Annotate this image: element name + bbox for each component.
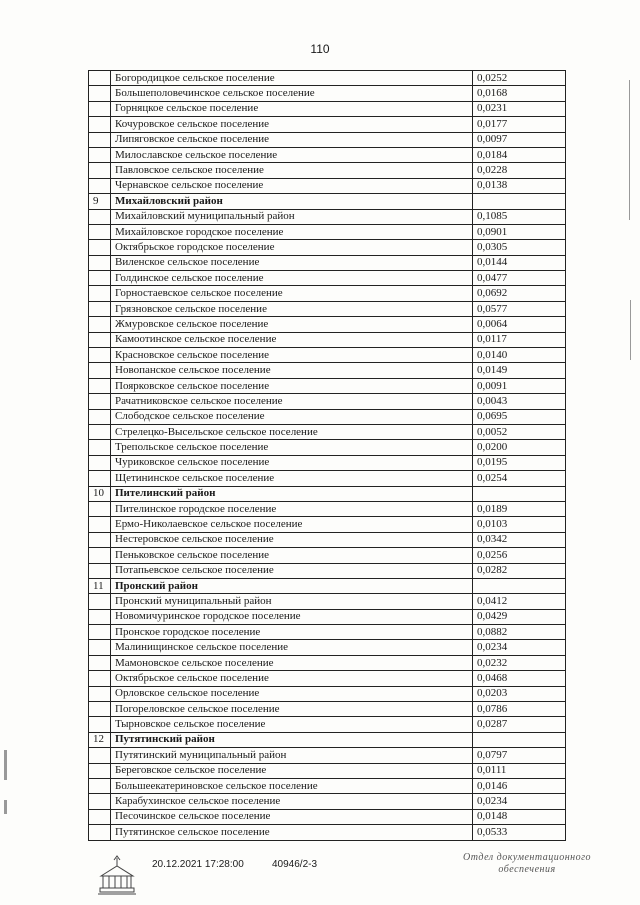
table-row [89,348,566,363]
row-number [89,748,111,763]
coefficient-value: 0,0168 [473,86,566,101]
coefficient-value [473,732,566,747]
settlement-name: Большеполовечинское сельское поселение [111,86,473,101]
row-number: 12 [89,732,111,747]
settlement-name: Пронское городское поселение [111,625,473,640]
settlement-name: Красновское сельское поселение [111,348,473,363]
coefficient-value: 0,0412 [473,594,566,609]
table-row [89,286,566,301]
coefficient-value: 0,0577 [473,301,566,316]
row-number [89,640,111,655]
row-number: 9 [89,194,111,209]
settlement-name: Путятинский муниципальный район [111,748,473,763]
row-number [89,655,111,670]
table-row [89,317,566,332]
table-row [89,471,566,486]
coefficient-value: 0,0901 [473,224,566,239]
row-number: 10 [89,486,111,501]
settlement-name: Щетининское сельское поселение [111,471,473,486]
table-row [89,825,566,840]
row-number [89,301,111,316]
settlement-name: Трепольское сельское поселение [111,440,473,455]
coefficient-value: 0,0043 [473,394,566,409]
district-heading-row [89,194,566,209]
table-row [89,686,566,701]
row-number [89,778,111,793]
row-number [89,501,111,516]
row-number [89,548,111,563]
table-row [89,563,566,578]
coefficient-value: 0,0695 [473,409,566,424]
coefficient-value: 0,0228 [473,163,566,178]
table-row [89,409,566,424]
table-row [89,86,566,101]
coefficient-value: 0,0305 [473,240,566,255]
row-number [89,348,111,363]
table-row [89,517,566,532]
coefficient-value [473,486,566,501]
row-number [89,286,111,301]
settlement-name: Песочинское сельское поселение [111,809,473,824]
coefficient-value: 0,0177 [473,117,566,132]
row-number [89,609,111,624]
settlement-name: Пителинский район [111,486,473,501]
settlement-name: Горностаевское сельское поселение [111,286,473,301]
table-row [89,609,566,624]
coefficient-value: 0,0342 [473,532,566,547]
settlement-name: Малинищинское сельское поселение [111,640,473,655]
coefficient-value: 0,0097 [473,132,566,147]
settlement-name: Грязновское сельское поселение [111,301,473,316]
row-number [89,517,111,532]
table-body [89,71,566,841]
row-number [89,332,111,347]
table-row [89,224,566,239]
coefficient-value: 0,0138 [473,178,566,193]
coefficient-value: 0,0189 [473,501,566,516]
table-row [89,594,566,609]
row-number [89,825,111,840]
row-number [89,271,111,286]
district-heading-row [89,578,566,593]
settlement-name: Тырновское сельское поселение [111,717,473,732]
table-row [89,640,566,655]
scan-margin-mark [630,300,631,360]
table-row [89,240,566,255]
scan-margin-mark [629,80,630,220]
coefficient-value: 0,0797 [473,748,566,763]
row-number [89,763,111,778]
coefficient-value: 0,0533 [473,825,566,840]
table-row [89,809,566,824]
coefficient-value: 0,0203 [473,686,566,701]
row-number [89,440,111,455]
table-row [89,332,566,347]
settlement-name: Ермо-Николаевское сельское поселение [111,517,473,532]
settlement-name: Михайловский муниципальный район [111,209,473,224]
department-stamp [452,852,602,876]
row-number [89,424,111,439]
row-number [89,809,111,824]
coefficient-value: 0,0234 [473,640,566,655]
table-row [89,255,566,270]
settlement-name: Михайловский район [111,194,473,209]
table-row [89,501,566,516]
table-row [89,394,566,409]
row-number [89,717,111,732]
row-number [89,455,111,470]
row-number [89,178,111,193]
table-row [89,363,566,378]
table-row [89,178,566,193]
row-number [89,147,111,162]
coefficient-value: 0,0254 [473,471,566,486]
coefficient-value: 0,0117 [473,332,566,347]
row-number [89,209,111,224]
settlement-name: Пеньковское сельское поселение [111,548,473,563]
table-row [89,101,566,116]
allocation-table [88,70,566,841]
page-footer [0,850,640,900]
stamp-line-1: Отдел документационного [462,852,592,863]
duma-logo-icon [96,850,138,896]
row-number [89,101,111,116]
coefficient-value: 0,0786 [473,702,566,717]
coefficient-value: 0,0140 [473,348,566,363]
table-row [89,455,566,470]
coefficient-value: 0,0232 [473,655,566,670]
row-number [89,117,111,132]
coefficient-value: 0,1085 [473,209,566,224]
coefficient-value: 0,0146 [473,778,566,793]
settlement-name: Богородицкое сельское поселение [111,71,473,86]
settlement-name: Рачатниковское сельское поселение [111,394,473,409]
settlement-name: Пителинское городское поселение [111,501,473,516]
footer-doc-number: 40946/2-3 [272,859,318,870]
table-row [89,301,566,316]
coefficient-value [473,578,566,593]
row-number [89,532,111,547]
table-row [89,548,566,563]
coefficient-value: 0,0200 [473,440,566,455]
stamp-line-2: обеспечения [498,864,556,875]
settlement-name: Новомичуринское городское поселение [111,609,473,624]
row-number [89,625,111,640]
coefficient-value: 0,0103 [473,517,566,532]
settlement-name: Октябрьское городское поселение [111,240,473,255]
table-row [89,532,566,547]
coefficient-value: 0,0287 [473,717,566,732]
coefficient-value: 0,0692 [473,286,566,301]
settlement-name: Потапьевское сельское поселение [111,563,473,578]
table-row [89,132,566,147]
row-number: 11 [89,578,111,593]
table-row [89,671,566,686]
settlement-name: Новопанское сельское поселение [111,363,473,378]
coefficient-value: 0,0256 [473,548,566,563]
settlement-name: Чернавское сельское поселение [111,178,473,193]
row-number [89,671,111,686]
row-number [89,240,111,255]
settlement-name: Жмуровское сельское поселение [111,317,473,332]
settlement-name: Липяговское сельское поселение [111,132,473,147]
table-row [89,625,566,640]
coefficient-value: 0,0477 [473,271,566,286]
footer-datetime: 20.12.2021 17:28:00 [152,859,244,870]
row-number [89,378,111,393]
settlement-name: Горняцкое сельское поселение [111,101,473,116]
coefficient-value: 0,0064 [473,317,566,332]
table-row [89,778,566,793]
coefficient-value: 0,0882 [473,625,566,640]
table-row [89,71,566,86]
table-row [89,763,566,778]
table-row [89,424,566,439]
coefficient-value: 0,0144 [473,255,566,270]
row-number [89,594,111,609]
row-number [89,686,111,701]
settlement-name: Михайловское городское поселение [111,224,473,239]
settlement-name: Октябрьское сельское поселение [111,671,473,686]
row-number [89,255,111,270]
row-number [89,224,111,239]
coefficient-value: 0,0149 [473,363,566,378]
settlement-name: Чуриковское сельское поселение [111,455,473,470]
table-row [89,440,566,455]
row-number [89,132,111,147]
row-number [89,794,111,809]
table-row [89,271,566,286]
district-heading-row [89,486,566,501]
coefficient-value: 0,0429 [473,609,566,624]
settlement-name: Мамоновское сельское поселение [111,655,473,670]
coefficient-value: 0,0252 [473,71,566,86]
settlement-name: Павловское сельское поселение [111,163,473,178]
settlement-name: Береговское сельское поселение [111,763,473,778]
scan-margin-mark [4,800,7,814]
coefficient-value: 0,0234 [473,794,566,809]
coefficient-value: 0,0052 [473,424,566,439]
table-row [89,655,566,670]
settlement-name: Пронский муниципальный район [111,594,473,609]
table-row [89,209,566,224]
coefficient-value: 0,0148 [473,809,566,824]
table-row [89,147,566,162]
settlement-name: Слободское сельское поселение [111,409,473,424]
scan-margin-mark [4,750,7,780]
coefficient-value: 0,0111 [473,763,566,778]
settlement-name: Голдинское сельское поселение [111,271,473,286]
table-row [89,163,566,178]
coefficient-value: 0,0184 [473,147,566,162]
coefficient-value: 0,0091 [473,378,566,393]
settlement-name: Большеекатериновское сельское поселение [111,778,473,793]
table-row [89,794,566,809]
row-number [89,702,111,717]
row-number [89,71,111,86]
row-number [89,317,111,332]
table-row [89,748,566,763]
settlement-name: Орловское сельское поселение [111,686,473,701]
coefficient-value: 0,0282 [473,563,566,578]
settlement-name: Поярковское сельское поселение [111,378,473,393]
settlement-name: Нестеровское сельское поселение [111,532,473,547]
settlement-name: Кочуровское сельское поселение [111,117,473,132]
row-number [89,86,111,101]
coefficient-value: 0,0231 [473,101,566,116]
page-number: 110 [310,42,330,56]
settlement-name: Стрелецко-Высельское сельское поселение [111,424,473,439]
district-heading-row [89,732,566,747]
row-number [89,409,111,424]
row-number [89,163,111,178]
settlement-name: Пронский район [111,578,473,593]
table-row [89,117,566,132]
coefficient-value: 0,0195 [473,455,566,470]
row-number [89,471,111,486]
table-row [89,717,566,732]
table-row [89,378,566,393]
settlement-name: Карабухинское сельское поселение [111,794,473,809]
settlement-name: Путятинское сельское поселение [111,825,473,840]
row-number [89,363,111,378]
settlement-name: Камоотинское сельское поселение [111,332,473,347]
row-number [89,394,111,409]
settlement-name: Погореловское сельское поселение [111,702,473,717]
settlement-name: Милославское сельское поселение [111,147,473,162]
coefficient-value: 0,0468 [473,671,566,686]
coefficient-value [473,194,566,209]
settlement-name: Путятинский район [111,732,473,747]
settlement-name: Виленское сельское поселение [111,255,473,270]
row-number [89,563,111,578]
table-row [89,702,566,717]
